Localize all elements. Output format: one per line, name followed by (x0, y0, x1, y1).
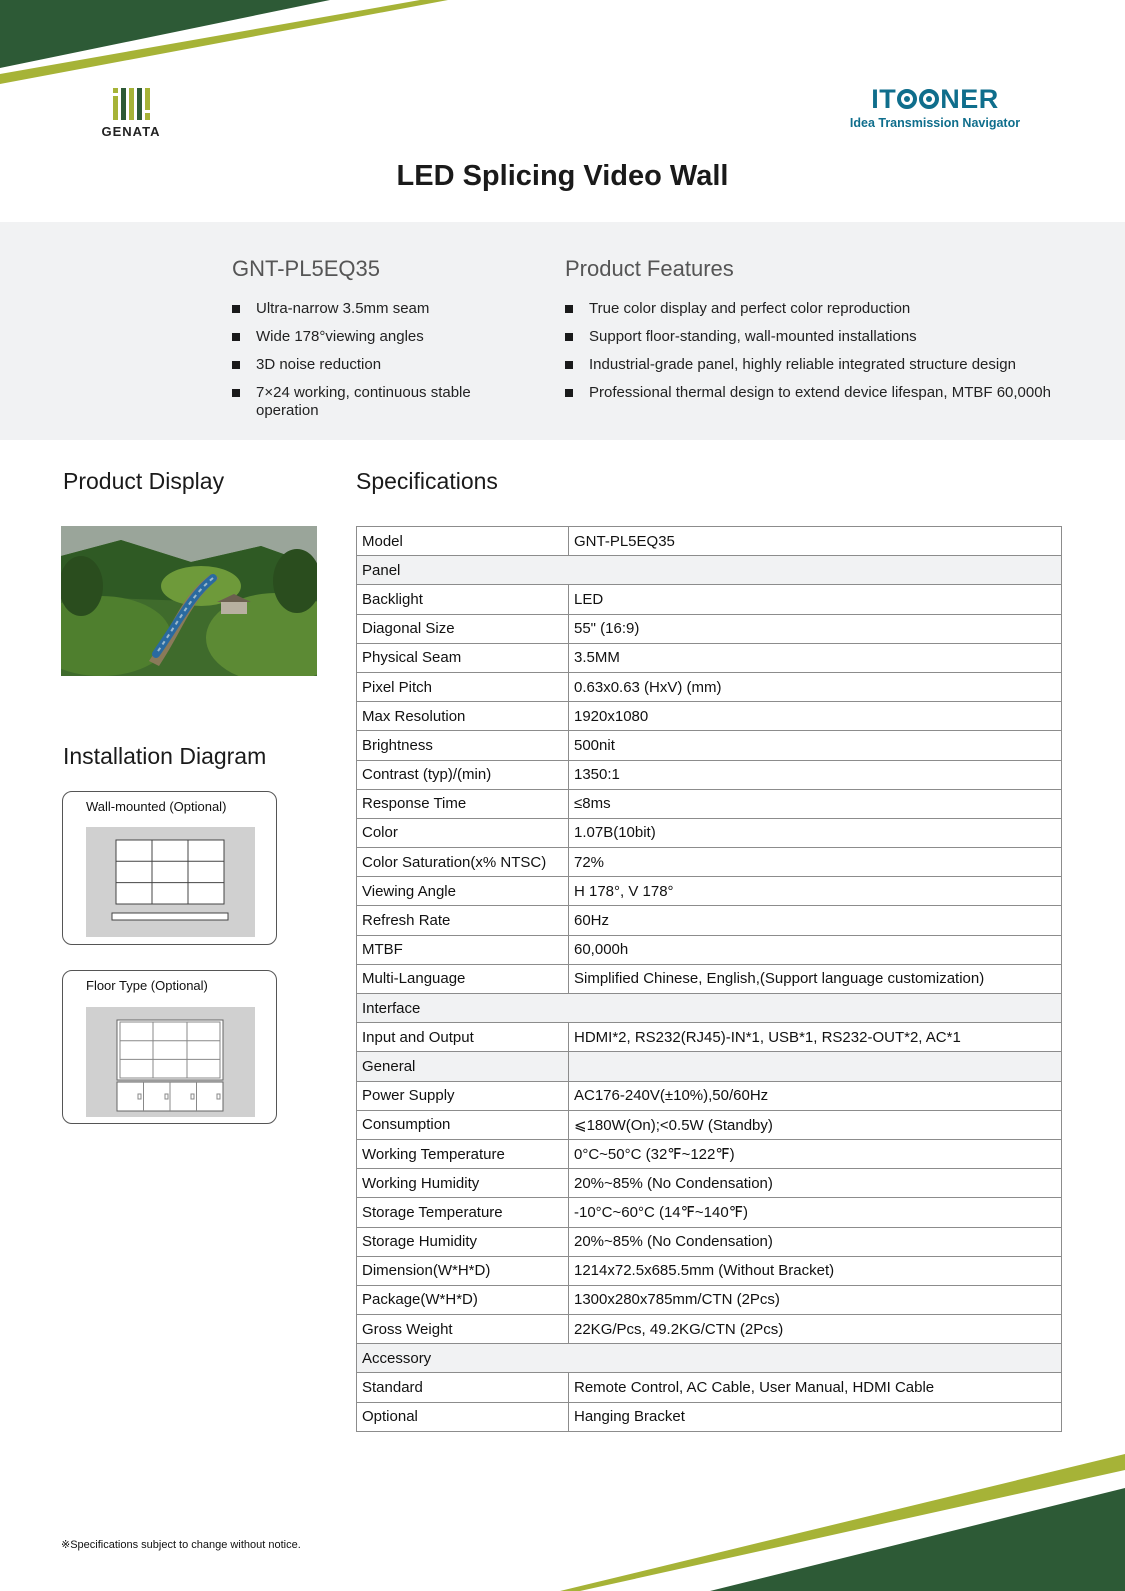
table-row (357, 935, 1062, 964)
product-features-title: Product Features (565, 256, 734, 281)
spec-key: Optional (357, 1402, 569, 1431)
table-row (357, 643, 1062, 672)
spec-key: Gross Weight (357, 1315, 569, 1344)
spec-section-label: Interface (357, 994, 1062, 1023)
table-row (357, 1023, 1062, 1052)
floor-stand-grid-icon (86, 1007, 255, 1117)
spec-key: Response Time (357, 789, 569, 818)
table-row (357, 614, 1062, 643)
wall-mounted-diagram (62, 791, 277, 945)
table-row (357, 848, 1062, 877)
floor-type-diagram (62, 970, 277, 1124)
spec-value: Hanging Bracket (569, 1402, 1062, 1431)
spec-value: 20%~85% (No Condensation) (569, 1227, 1062, 1256)
spec-value: Remote Control, AC Cable, User Manual, HDMI Cable (569, 1373, 1062, 1402)
table-row (357, 818, 1062, 847)
spec-key: Working Temperature (357, 1139, 569, 1168)
table-row (357, 1169, 1062, 1198)
table-row (357, 1256, 1062, 1285)
wall-mounted-label: Wall-mounted (Optional) (86, 799, 227, 814)
spec-key: Dimension(W*H*D) (357, 1256, 569, 1285)
spec-key: Color Saturation(x% NTSC) (357, 848, 569, 877)
installation-diagram-title: Installation Diagram (63, 743, 267, 769)
spec-key: Diagonal Size (357, 614, 569, 643)
table-row (357, 1110, 1062, 1139)
itooner-tagline: Idea Transmission Navigator (849, 116, 1021, 130)
spec-value: 72% (569, 848, 1062, 877)
spec-key: Multi-Language (357, 964, 569, 993)
spec-value: 1214x72.5x685.5mm (Without Bracket) (569, 1256, 1062, 1285)
table-row (357, 585, 1062, 614)
model-highlights (232, 256, 492, 430)
table-row (357, 527, 1062, 556)
spec-key: Input and Output (357, 1023, 569, 1052)
table-row (357, 1402, 1062, 1431)
spec-value: 0°C~50°C (32℉~122℉) (569, 1139, 1062, 1168)
spec-section-row (357, 1052, 1062, 1081)
spec-key: Physical Seam (357, 643, 569, 672)
table-row (357, 760, 1062, 789)
spec-key: MTBF (357, 935, 569, 964)
features-band (0, 222, 1125, 440)
floor-type-illustration (86, 1007, 255, 1117)
itooner-o-icon (897, 89, 917, 109)
spec-key: Consumption (357, 1110, 569, 1139)
table-row (357, 1315, 1062, 1344)
genata-logo (96, 84, 166, 139)
product-photo (61, 526, 317, 676)
list-item: Industrial-grade panel, highly reliable integrated structure design (565, 356, 1105, 374)
list-item: Ultra-narrow 3.5mm seam (232, 300, 492, 318)
list-item: 3D noise reduction (232, 356, 492, 374)
spec-value: Simplified Chinese, English,(Support language customization) (569, 964, 1062, 993)
spec-value: H 178°, V 178° (569, 877, 1062, 906)
spec-value: AC176-240V(±10%),50/60Hz (569, 1081, 1062, 1110)
spec-value: 500nit (569, 731, 1062, 760)
spec-key: Pixel Pitch (357, 672, 569, 701)
spec-value: HDMI*2, RS232(RJ45)-IN*1, USB*1, RS232-OUT*2, AC*1 (569, 1023, 1062, 1052)
spec-value: 22KG/Pcs, 49.2KG/CTN (2Pcs) (569, 1315, 1062, 1344)
table-row (357, 1227, 1062, 1256)
list-item: Support floor-standing, wall-mounted installations (565, 328, 1105, 346)
spec-section-row (357, 994, 1062, 1023)
landscape-train-image (61, 526, 317, 676)
spec-section-row (357, 556, 1062, 585)
spec-key: Package(W*H*D) (357, 1285, 569, 1314)
spec-key: Max Resolution (357, 702, 569, 731)
list-item: Professional thermal design to extend device lifespan, MTBF 60,000h (565, 384, 1105, 402)
spec-value: 3.5MM (569, 643, 1062, 672)
table-row (357, 1373, 1062, 1402)
itooner-logo (840, 84, 1030, 130)
spec-key: Working Humidity (357, 1169, 569, 1198)
spec-value: 60Hz (569, 906, 1062, 935)
spec-value: 20%~85% (No Condensation) (569, 1169, 1062, 1198)
spec-value: 1920x1080 (569, 702, 1062, 731)
spec-section-label: Panel (357, 556, 1062, 585)
spec-value: 1.07B(10bit) (569, 818, 1062, 847)
specifications-table (356, 526, 1062, 1432)
table-row (357, 906, 1062, 935)
spec-value: ≤8ms (569, 789, 1062, 818)
spec-value: 55" (16:9) (569, 614, 1062, 643)
product-features-list (565, 300, 1105, 402)
spec-section-row (357, 1344, 1062, 1373)
spec-value: -10°C~60°C (14℉~140℉) (569, 1198, 1062, 1227)
spec-key: Storage Temperature (357, 1198, 569, 1227)
list-item: Wide 178°viewing angles (232, 328, 492, 346)
spec-value: 1300x280x785mm/CTN (2Pcs) (569, 1285, 1062, 1314)
spec-value: ⩽180W(On);<0.5W (Standby) (569, 1110, 1062, 1139)
itooner-wordmark: IT NER (871, 84, 999, 114)
spec-value: GNT-PL5EQ35 (569, 527, 1062, 556)
video-wall-grid-icon (86, 827, 255, 937)
spec-section-label: Accessory (357, 1344, 1062, 1373)
itooner-o-icon (919, 89, 939, 109)
spec-section-label: General (357, 1052, 569, 1081)
footnote: ※Specifications subject to change without notice. (61, 1539, 301, 1551)
table-row (357, 789, 1062, 818)
table-row (357, 702, 1062, 731)
spec-key: Storage Humidity (357, 1227, 569, 1256)
list-item: True color display and perfect color reproduction (565, 300, 1105, 318)
spec-key: Viewing Angle (357, 877, 569, 906)
spec-key: Standard (357, 1373, 569, 1402)
spec-key: Contrast (typ)/(min) (357, 760, 569, 789)
model-title: GNT-PL5EQ35 (232, 256, 380, 281)
table-row (357, 1139, 1062, 1168)
spec-value: 1350:1 (569, 760, 1062, 789)
model-highlights-list (232, 300, 492, 420)
spec-key: Model (357, 527, 569, 556)
table-row (357, 1081, 1062, 1110)
spec-key: Color (357, 818, 569, 847)
bottom-corner-decoration (0, 1440, 1125, 1591)
product-features (565, 256, 1105, 412)
spec-value: 60,000h (569, 935, 1062, 964)
spec-key: Brightness (357, 731, 569, 760)
top-corner-decoration (0, 0, 460, 100)
genata-bars-icon (111, 84, 151, 120)
table-row (357, 1285, 1062, 1314)
spec-value: 0.63x0.63 (HxV) (mm) (569, 672, 1062, 701)
spec-section-empty (569, 1052, 1062, 1081)
spec-value: LED (569, 585, 1062, 614)
table-row (357, 672, 1062, 701)
floor-type-label: Floor Type (Optional) (86, 978, 208, 993)
table-row (357, 1198, 1062, 1227)
product-display-title: Product Display (63, 468, 225, 494)
list-item: 7×24 working, continuous stable operation (232, 384, 492, 420)
table-row (357, 731, 1062, 760)
spec-key: Backlight (357, 585, 569, 614)
specifications-table-body (357, 527, 1062, 1432)
specifications-title: Specifications (356, 468, 498, 494)
wall-mounted-illustration (86, 827, 255, 937)
table-row (357, 964, 1062, 993)
spec-key: Refresh Rate (357, 906, 569, 935)
spec-key: Power Supply (357, 1081, 569, 1110)
table-row (357, 877, 1062, 906)
page-title: LED Splicing Video Wall (396, 160, 729, 192)
genata-wordmark: GENATA (101, 124, 161, 139)
